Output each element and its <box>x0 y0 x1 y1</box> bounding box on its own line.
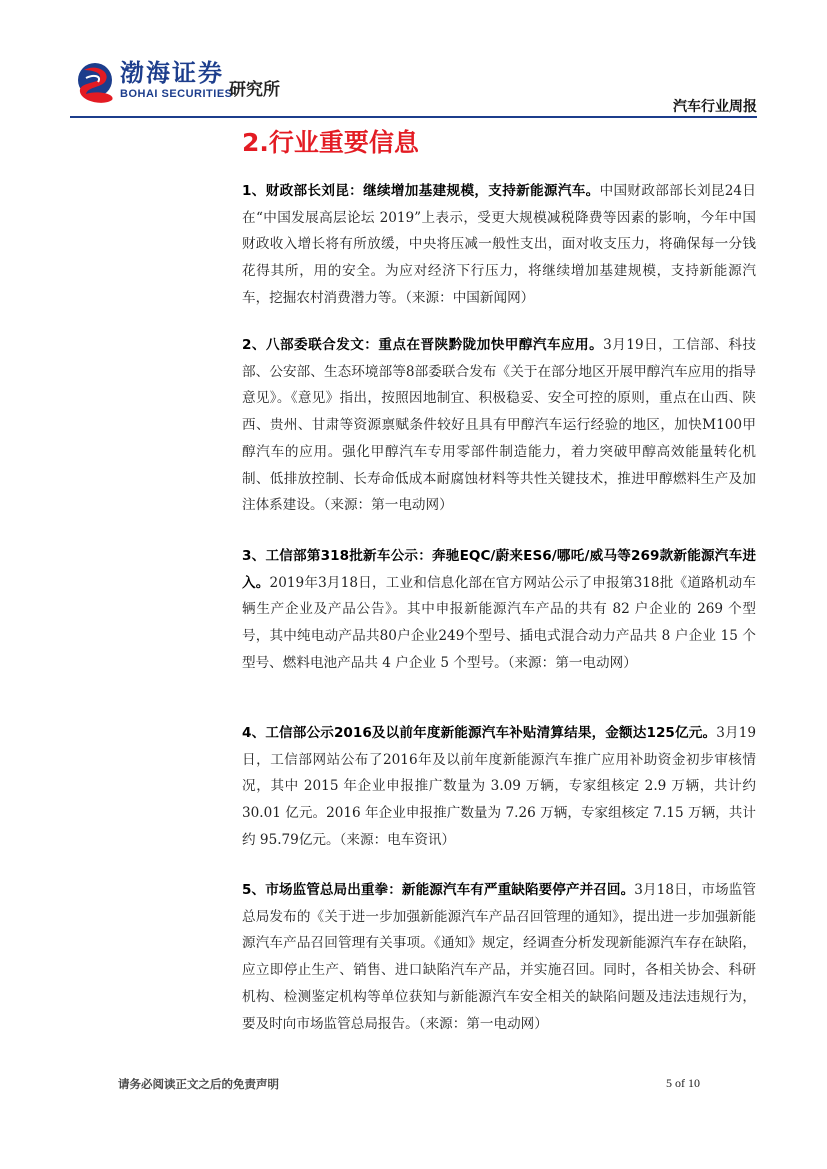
news-paragraph <box>242 178 756 312</box>
news-item <box>242 178 756 312</box>
news-item <box>242 720 756 854</box>
brand-name-cn: 渤海证券 <box>120 59 224 87</box>
news-body: 中国财政部部长刘昆24日在“中国发展高层论坛 2019”上表示，受更大规模减税降费等因素的影响，今年中国财政收入增长将有所放缓，中央将压减一般性支出，面对收支压力，将确保每一分钱花得其所，用的安全。为应对经济下行压力，将继续增加基建规模，支持新能源汽车，挖掘农村消费潜力等。（来源：中国新闻网） <box>242 183 756 306</box>
news-body: 3月19日，工信部、科技部、公安部、生态环境部等8部委联合发布《关于在部分地区开展甲醇汽车应用的指导意见》。《意见》指出，按照因地制宜、积极稳妥、安全可控的原则，重点在山西、陕西、贵州、甘肃等资源禀赋条件较好且具有甲醇汽车运行经验的地区，加快M100甲醇汽车的应用。强化甲醇汽车专用零部件制造能力，着力突破甲醇高效能量转化机制、低排放控制、长寿命低成本耐腐蚀材料等共性关键技术，推进甲醇燃料生产及加注体系建设。（来源：第一电动网） <box>242 337 756 514</box>
section-title: 2.行业重要信息 <box>242 128 419 157</box>
news-paragraph <box>242 543 756 677</box>
news-paragraph <box>242 332 756 519</box>
bohai-logo-icon <box>76 60 118 104</box>
news-headline: 2、八部委联合发文：重点在晋陕黔陇加快甲醇汽车应用。 <box>242 337 604 353</box>
department-label: 研究所 <box>229 80 280 100</box>
news-item <box>242 877 756 1037</box>
header-divider <box>70 116 757 118</box>
page-number: 5 of 10 <box>666 1076 700 1090</box>
news-paragraph <box>242 720 756 854</box>
news-headline: 5、市场监管总局出重拳：新能源汽车有严重缺陷要停产并召回。 <box>242 882 635 898</box>
news-body: 3月18日，市场监管总局发布的《关于进一步加强新能源汽车产品召回管理的通知》，提出进一步加强新能源汽车产品召回管理有关事项。《通知》规定，经调查分析发现新能源汽车存在缺陷，应立即停止生产、销售、进口缺陷汽车产品，并实施召回。同时，各相关协会、科研机构、检测鉴定机构等单位获知与新能源汽车安全相关的缺陷问题及违法违规行为，要及时向市场监管总局报告。（来源：第一电动网） <box>242 882 756 1032</box>
news-item <box>242 332 756 519</box>
news-body: 3月19日，工信部网站公布了2016年及以前年度新能源汽车推广应用补助资金初步审核情况，其中 2015 年企业申报推广数量为 3.09 万辆，专家组核定 2.9 万辆，共计约 30.01 亿元。2016 年企业申报推广数量为 7.26 万辆，专家组核定 7.15 万辆，共计约 95.79亿元。（来源：电车资讯） <box>242 725 756 848</box>
report-type-label: 汽车行业周报 <box>673 99 757 115</box>
news-body: 2019年3月18日，工业和信息化部在官方网站公示了申报第318批《道路机动车辆生产企业及产品公告》。其中申报新能源汽车产品的共有 82 户企业的 269 个型号，其中纯电动产品共80户企业249个型号、插电式混合动力产品共 8 户企业 15 个型号、燃料电池产品共 4 户企业 5 个型号。（来源：第一电动网） <box>242 574 756 671</box>
news-headline: 4、工信部公示2016及以前年度新能源汽车补贴清算结果，金额达125亿元。 <box>242 725 717 741</box>
news-headline: 3、工信部第318批新车公示：奔驰EQC/蔚来ES6/哪吒/威马等269款新能源汽车进入。 <box>242 548 756 591</box>
news-headline: 1、财政部长刘昆：继续增加基建规模，支持新能源汽车。 <box>242 183 600 199</box>
news-paragraph <box>242 877 756 1037</box>
brand-name-en: BOHAI SECURITIES <box>120 88 233 100</box>
disclaimer-note: 请务必阅读正文之后的免责声明 <box>118 1077 279 1091</box>
news-item <box>242 543 756 677</box>
page-header <box>0 0 827 122</box>
